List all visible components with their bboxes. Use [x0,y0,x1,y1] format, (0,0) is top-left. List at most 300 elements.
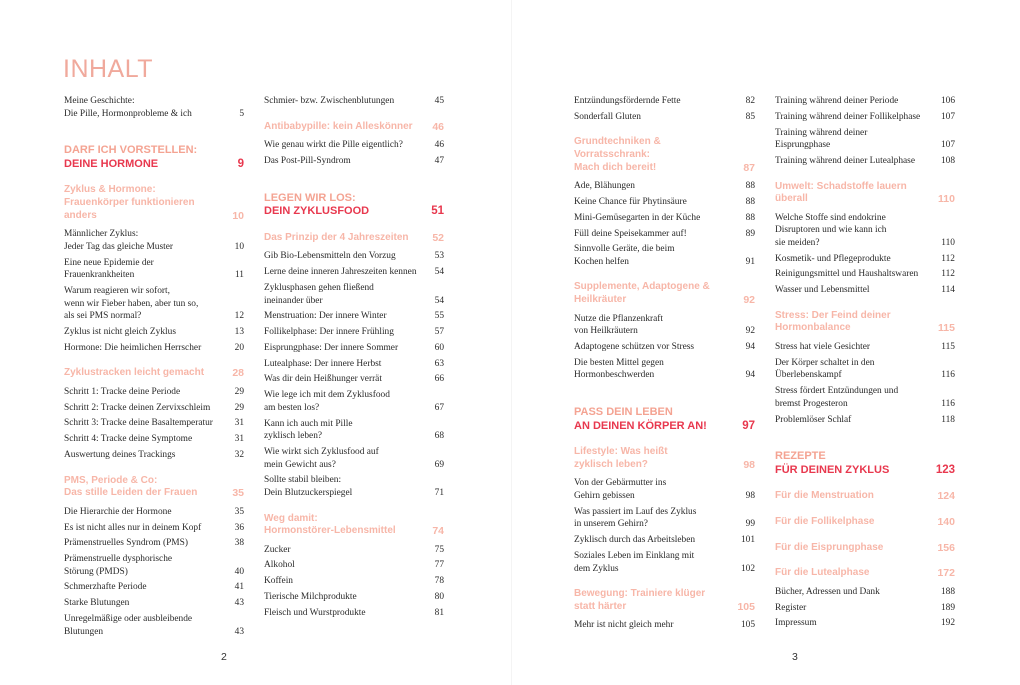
toc-entry-line: Hormonbalance [775,322,851,334]
toc-column-3 [574,95,755,635]
toc-page-number: 115 [941,342,955,353]
toc-page-number: 85 [745,111,755,122]
toc-entry-line: Schritt 2: Tracke deinen Zervixschleim [64,402,211,413]
toc-entry [64,506,244,519]
toc-entry [775,341,955,354]
toc-entry-line: Mini-Gemüsegarten in der Küche [574,212,701,223]
toc-entry-line: Follikelphase: Der innere Frühling [264,327,394,338]
toc-entry [264,389,444,414]
toc-entry-line: Sollte stabil bleiben: [264,475,342,486]
toc-entry [264,282,444,307]
toc-entry [264,310,444,323]
toc-entry-line: Alkohol [264,560,295,571]
toc-page-number: 92 [743,294,755,307]
toc-page-number: 41 [234,582,244,593]
toc-entry-line: Welche Stoffe sind endokrine [775,212,886,223]
toc-entry-line: Blutungen [64,626,104,637]
toc-entry-line: Wie wirkt sich Zyklusfood auf [264,446,379,457]
toc-entry-line: Kochen helfen [574,256,629,267]
page-number-right: 3 [792,651,798,663]
toc-page-number: 69 [434,459,444,470]
toc-entry-line: Soziales Leben im Einklang mit [574,550,695,561]
toc-entry-line: zyklisch leben? [574,458,648,470]
toc-entry-line: Schmier- bzw. Zwischenblutungen [264,96,395,106]
toc-entry-line: Der Körper schaltet in den [775,357,875,368]
toc-entry-line: Für die Follikelphase [775,515,875,527]
toc-entry [64,522,244,535]
toc-entry-line: Warum reagieren wir sofort, [64,285,170,296]
toc-page-number: 87 [743,161,755,174]
toc-page-number: 140 [937,515,955,528]
toc-entry [264,250,444,263]
toc-entry [775,357,955,382]
toc-entry-line: Mehr ist nicht gleich mehr [574,620,674,631]
toc-entry-line: Disruptoren und wie kann ich [775,225,887,236]
toc-page-number: 67 [434,402,444,413]
toc-entry-line: Es ist nicht alles nur in deinem Kopf [64,522,202,533]
toc-entry-line: Wie lege ich mit dem Zyklusfood [264,390,390,401]
toc-entry-line: Bewegung: Trainiere klüger [574,588,706,600]
toc-entry-line: Für die Eisprungphase [775,541,884,553]
toc-entry-line: DEINE HORMONE [64,157,159,170]
toc-entry [264,591,444,604]
toc-entry [64,613,244,638]
toc-entry-line: Weg damit: [264,512,318,524]
toc-page-number: 53 [434,251,444,262]
toc-page-number: 57 [434,327,444,338]
toc-page-number: 51 [431,205,444,218]
toc-entry-line: REZEPTE [775,450,826,463]
toc-entry-line: Grundtechniken & Vorratsschrank: [574,136,661,160]
toc-page-number: 156 [937,541,955,554]
toc-page-number: 188 [940,586,955,597]
toc-entry-line: Hormonstörer-Lebensmittel [264,525,396,537]
toc-entry-line: am besten los? [264,402,320,413]
toc-entry [574,506,755,531]
toc-entry [64,402,244,415]
toc-entry-line: Wasser und Lebensmittel [775,285,870,296]
toc-entry-line: Zyklisch durch das Arbeitsleben [574,535,696,546]
toc-entry [574,619,755,632]
toc-entry-line: Adaptogene schützen vor Stress [574,342,695,353]
toc-page-number: 116 [941,398,955,409]
toc-page-number: 118 [941,414,955,425]
toc-entry-line: Die Hierarchie der Hormone [64,506,172,517]
toc-page-number: 9 [237,157,244,170]
toc-entry-line: zyklisch leben? [264,431,323,442]
toc-entry-line: Impressum [775,618,817,629]
toc-section-heading [775,310,955,335]
toc-entry-line: als sei PMS normal? [64,311,142,322]
toc-entry [775,111,955,124]
toc-section-heading [64,184,244,222]
toc-entry [775,284,955,297]
toc-page-number: 112 [941,269,955,280]
toc-page-number: 31 [234,418,244,429]
toc-page-number: 124 [937,490,955,503]
toc-entry [264,446,444,471]
toc-entry-line: Umwelt: Schadstoffe lauern [775,180,907,192]
toc-entry [264,607,444,620]
toc-entry [574,550,755,575]
toc-page-number: 29 [234,386,244,397]
toc-entry [64,597,244,610]
toc-entry [64,553,244,578]
toc-entry-line: Lutealphase: Der innere Herbst [264,358,382,369]
toc-entry [775,253,955,266]
toc-column-1 [64,95,244,641]
toc-entry-line: Starke Blutungen [64,598,130,609]
toc-entry [574,477,755,502]
toc-entry-line: statt härter [574,600,627,612]
toc-entry [264,342,444,355]
toc-entry-line: Gib Bio-Lebensmitteln den Vorzug [264,251,396,262]
toc-entry [574,228,755,241]
toc-page-number: 54 [434,295,444,306]
toc-section-heading [574,446,755,471]
toc-entry [264,544,444,557]
toc-entry-line: Unregelmäßige oder ausbleibende [64,614,193,625]
toc-entry [64,433,244,446]
toc-page-number: 78 [434,576,444,587]
toc-entry-line: Ade, Blähungen [574,181,635,192]
toc-entry [64,342,244,355]
toc-entry-line: Training während deiner Periode [775,96,899,106]
toc-chapter-heading [775,450,955,477]
toc-page-number: 38 [234,538,244,549]
toc-section-heading [264,232,444,245]
toc-page-number: 123 [935,463,955,476]
toc-entry-line: Das Post-Pill-Syndrom [264,155,351,166]
toc-page-number: 74 [432,525,444,538]
toc-page-number: 105 [740,620,755,631]
toc-entry-line: Keine Chance für Phytinsäure [574,196,687,207]
toc-entry-line: Störung (PMDS) [64,566,128,577]
toc-entry-line: Lerne deine inneren Jahreszeiten kennen [264,267,417,278]
toc-entry-line: Zyklus & Hormone: [64,184,156,196]
toc-page-number: 47 [434,155,444,166]
toc-page-number: 80 [434,592,444,603]
toc-entry-line: bremst Progesteron [775,398,848,409]
toc-entry-line: Reinigungsmittel und Haushaltswaren [775,269,919,280]
toc-entry-line: Stress: Der Feind deiner [775,309,891,321]
toc-section-heading [775,542,955,555]
toc-entry [775,212,955,250]
toc-entry-line: Schritt 4: Tracke deine Symptome [64,434,193,445]
toc-chapter-heading [64,144,244,171]
page-number-left: 2 [221,651,227,663]
toc-section-heading [775,181,955,206]
toc-entry-line: Entzündungsfördernde Fette [574,96,681,106]
toc-entry [574,212,755,225]
toc-entry-line: Training während deiner Follikelphase [775,111,921,122]
toc-entry-line: Register [775,602,807,613]
toc-page-number: 189 [940,602,955,613]
toc-entry-line: Männlicher Zyklus: [64,229,139,240]
toc-entry-line: Zyklus ist nicht gleich Zyklus [64,326,176,337]
toc-entry [264,155,444,168]
toc-page-number: 110 [941,237,955,248]
toc-page-number: 82 [745,96,755,106]
toc-page-number: 40 [234,566,244,577]
toc-page-number: 88 [745,212,755,223]
toc-entry-line: Prämenstruelle dysphorische [64,554,173,565]
toc-page-number: 10 [232,209,244,222]
toc-entry [574,357,755,382]
toc-entry-line: dem Zyklus [574,563,619,574]
toc-page-number: 112 [941,253,955,264]
toc-entry [64,537,244,550]
toc-entry-line: Schritt 3: Tracke deine Basaltemperatur [64,418,213,429]
toc-entry-line: Kosmetik- und Pflegeprodukte [775,253,891,264]
toc-entry-line: Hormonbeschwerden [574,370,655,381]
toc-entry [775,602,955,615]
toc-page-number: 43 [234,598,244,609]
toc-entry [64,95,244,120]
toc-page-number: 46 [434,140,444,151]
toc-entry [264,95,444,108]
toc-entry-line: Frauenkrankheiten [64,270,135,281]
toc-page-number: 75 [434,544,444,555]
toc-entry-line: PASS DEIN LEBEN [574,406,673,418]
toc-entry-line: Eisprungphase [775,140,831,151]
toc-page-number: 20 [234,342,244,353]
toc-page-number: 45 [434,96,444,106]
toc-page-number: 116 [941,370,955,381]
toc-entry-line: Supplemente, Adaptogene & [574,281,710,293]
toc-page-number: 102 [740,563,755,574]
toc-entry-line: Zyklustracken leicht gemacht [64,367,205,379]
toc-entry [574,313,755,338]
toc-entry [775,127,955,152]
toc-entry-line: sie meiden? [775,237,820,248]
toc-page-number: 89 [745,228,755,239]
toc-page-number: 5 [239,108,244,119]
toc-entry [264,559,444,572]
toc-entry-line: Eisprungphase: Der innere Sommer [264,342,399,353]
toc-page-number: 172 [937,567,955,580]
toc-page-number: 99 [745,519,755,530]
toc-page-number: 32 [234,449,244,460]
toc-page-number: 11 [234,270,244,281]
toc-page-number: 81 [434,607,444,618]
toc-entry-line: Frauenkörper funktionieren anders [64,196,195,221]
toc-page-number: 28 [232,367,244,380]
toc-entry-line: AN DEINEN KÖRPER AN! [574,419,707,432]
toc-page-number: 91 [745,256,755,267]
toc-entry [64,449,244,462]
toc-entry-line: Zucker [264,544,291,555]
toc-entry-line: von Heilkräutern [574,326,638,337]
toc-section-heading [574,281,755,306]
toc-section-heading [775,567,955,580]
toc-entry [64,326,244,339]
toc-page-number: 68 [434,431,444,442]
toc-entry-line: Bücher, Adressen und Dank [775,586,880,597]
toc-entry-line: Stress fördert Entzündungen und [775,386,899,397]
toc-page-number: 97 [742,419,755,432]
toc-page-number: 36 [234,522,244,533]
toc-entry-line: Stress hat viele Gesichter [775,342,871,353]
toc-entry-line: Für die Menstruation [775,490,874,502]
toc-entry-line: Mach dich bereit! [574,161,657,173]
toc-entry-line: Menstruation: Der innere Winter [264,311,387,322]
toc-page-number: 77 [434,560,444,571]
toc-entry-line: überall [775,193,808,205]
toc-entry-line: DEIN ZYKLUSFOOD [264,205,370,218]
toc-section-heading [264,513,444,538]
toc-page-number: 35 [232,487,244,500]
toc-entry [775,155,955,168]
toc-entry [574,180,755,193]
toc-entry [264,358,444,371]
toc-entry [574,95,755,108]
toc-entry-line: Das Prinzip der 4 Jahreszeiten [264,231,409,243]
toc-entry [64,228,244,253]
toc-page-number: 55 [434,311,444,322]
toc-entry-line: Antibabypille: kein Alleskönner [264,120,413,132]
page-gutter [511,0,512,685]
toc-entry [64,285,244,323]
toc-page-number: 43 [234,626,244,637]
toc-entry-line: Hormone: Die heimlichen Herrscher [64,342,202,353]
toc-entry-line: Das stille Leiden der Frauen [64,487,198,499]
toc-page-number: 101 [740,535,755,546]
toc-entry-line: Füll deine Speisekammer auf! [574,228,687,239]
toc-entry [574,534,755,547]
toc-entry [775,385,955,410]
toc-page-number: 107 [940,111,955,122]
toc-page-number: 60 [434,342,444,353]
toc-page-number: 66 [434,374,444,385]
toc-entry-line: Auswertung deines Trackings [64,449,176,460]
toc-entry-line: Schritt 1: Tracke deine Periode [64,386,181,397]
toc-entry [64,386,244,399]
toc-entry [264,575,444,588]
toc-page-number: 98 [745,490,755,501]
toc-entry [264,474,444,499]
toc-section-heading [775,490,955,503]
toc-page-number: 52 [432,231,444,244]
toc-entry-line: Meine Geschichte: [64,96,135,106]
toc-entry-line: Heilkräuter [574,294,627,306]
toc-page-number: 115 [938,322,955,335]
toc-entry [775,586,955,599]
toc-section-heading [64,367,244,380]
toc-entry-line: ineinander über [264,295,323,306]
toc-entry-line: Tierische Milchprodukte [264,592,357,603]
toc-page-number: 92 [745,326,755,337]
toc-entry [775,268,955,281]
toc-page-number: 105 [737,600,755,613]
toc-entry-line: LEGEN WIR LOS: [264,191,356,204]
toc-entry [775,617,955,630]
toc-entry-line: Die besten Mittel gegen [574,357,664,368]
toc-entry [264,326,444,339]
toc-page-number: 71 [434,487,444,498]
toc-entry-line: Training während deiner Lutealphase [775,155,915,166]
toc-entry-line: Kann ich auch mit Pille [264,418,353,429]
toc-entry-line: Fleisch und Wurstprodukte [264,607,366,618]
toc-page-number: 106 [940,96,955,106]
toc-entry-line: Jeder Tag das gleiche Muster [64,241,174,252]
toc-page-number: 31 [234,434,244,445]
toc-page-number: 13 [234,326,244,337]
toc-entry-line: Training während deiner [775,127,868,138]
toc-entry-line: FÜR DEINEN ZYKLUS [775,463,890,476]
toc-column-2 [264,95,444,623]
toc-entry [574,243,755,268]
toc-entry [264,373,444,386]
toc-page-number: 63 [434,358,444,369]
toc-entry-line: Für die Lutealphase [775,567,870,579]
toc-entry-line: Sonderfall Gluten [574,111,641,122]
toc-entry-line: Dein Blutzuckerspiegel [264,487,353,498]
toc-section-heading [574,588,755,613]
toc-page-number: 108 [940,155,955,166]
toc-entry [574,341,755,354]
toc-entry-line: Sinnvolle Geräte, die beim [574,244,675,255]
toc-entry [64,581,244,594]
toc-section-heading [574,136,755,174]
toc-entry-line: Überlebenskampf [775,370,842,381]
toc-chapter-heading [264,192,444,219]
toc-section-heading [64,475,244,500]
toc-entry-line: DARF ICH VORSTELLEN: [64,144,198,157]
toc-page-number: 110 [938,193,955,206]
toc-entry [775,95,955,108]
toc-page-number: 94 [745,342,755,353]
toc-entry-line: mein Gewicht aus? [264,459,336,470]
toc-entry-line: Was passiert im Lauf des Zyklus [574,506,697,517]
toc-page-number: 12 [234,311,244,322]
toc-page-number: 192 [940,618,955,629]
toc-page-number: 88 [745,196,755,207]
toc-page-number: 88 [745,181,755,192]
toc-column-4 [775,95,955,633]
toc-entry [574,111,755,124]
toc-section-heading [264,121,444,134]
toc-entry-line: Nutze die Pflanzenkraft [574,313,664,324]
toc-entry [574,196,755,209]
page-title: INHALT [63,55,154,83]
toc-entry-line: PMS, Periode & Co: [64,474,158,486]
toc-entry-line: Eine neue Epidemie der [64,257,154,268]
toc-entry-line: Die Pille, Hormonprobleme & ich [64,108,192,119]
toc-entry [264,139,444,152]
toc-entry [64,257,244,282]
toc-section-heading [775,516,955,529]
toc-page-number: 114 [941,285,955,296]
toc-page-number: 46 [432,120,444,133]
toc-page-number: 35 [234,506,244,517]
toc-page-number: 10 [234,241,244,252]
toc-page-number: 29 [234,402,244,413]
toc-page-number: 98 [743,458,755,471]
toc-page-number: 94 [745,370,755,381]
toc-entry-line: Gehirn gebissen [574,490,635,501]
toc-entry-line: Zyklusphasen gehen fließend [264,282,374,293]
toc-entry-line: Was dir dein Heißhunger verrät [264,374,382,385]
toc-entry [264,266,444,279]
toc-entry-line: Lifestyle: Was heißt [574,446,668,458]
toc-entry-line: in unserem Gehirn? [574,519,648,530]
toc-entry [64,417,244,430]
toc-entry-line: Von der Gebärmutter ins [574,478,667,489]
toc-page-number: 54 [434,267,444,278]
toc-entry [264,418,444,443]
toc-entry-line: Prämenstruelles Syndrom (PMS) [64,538,188,549]
